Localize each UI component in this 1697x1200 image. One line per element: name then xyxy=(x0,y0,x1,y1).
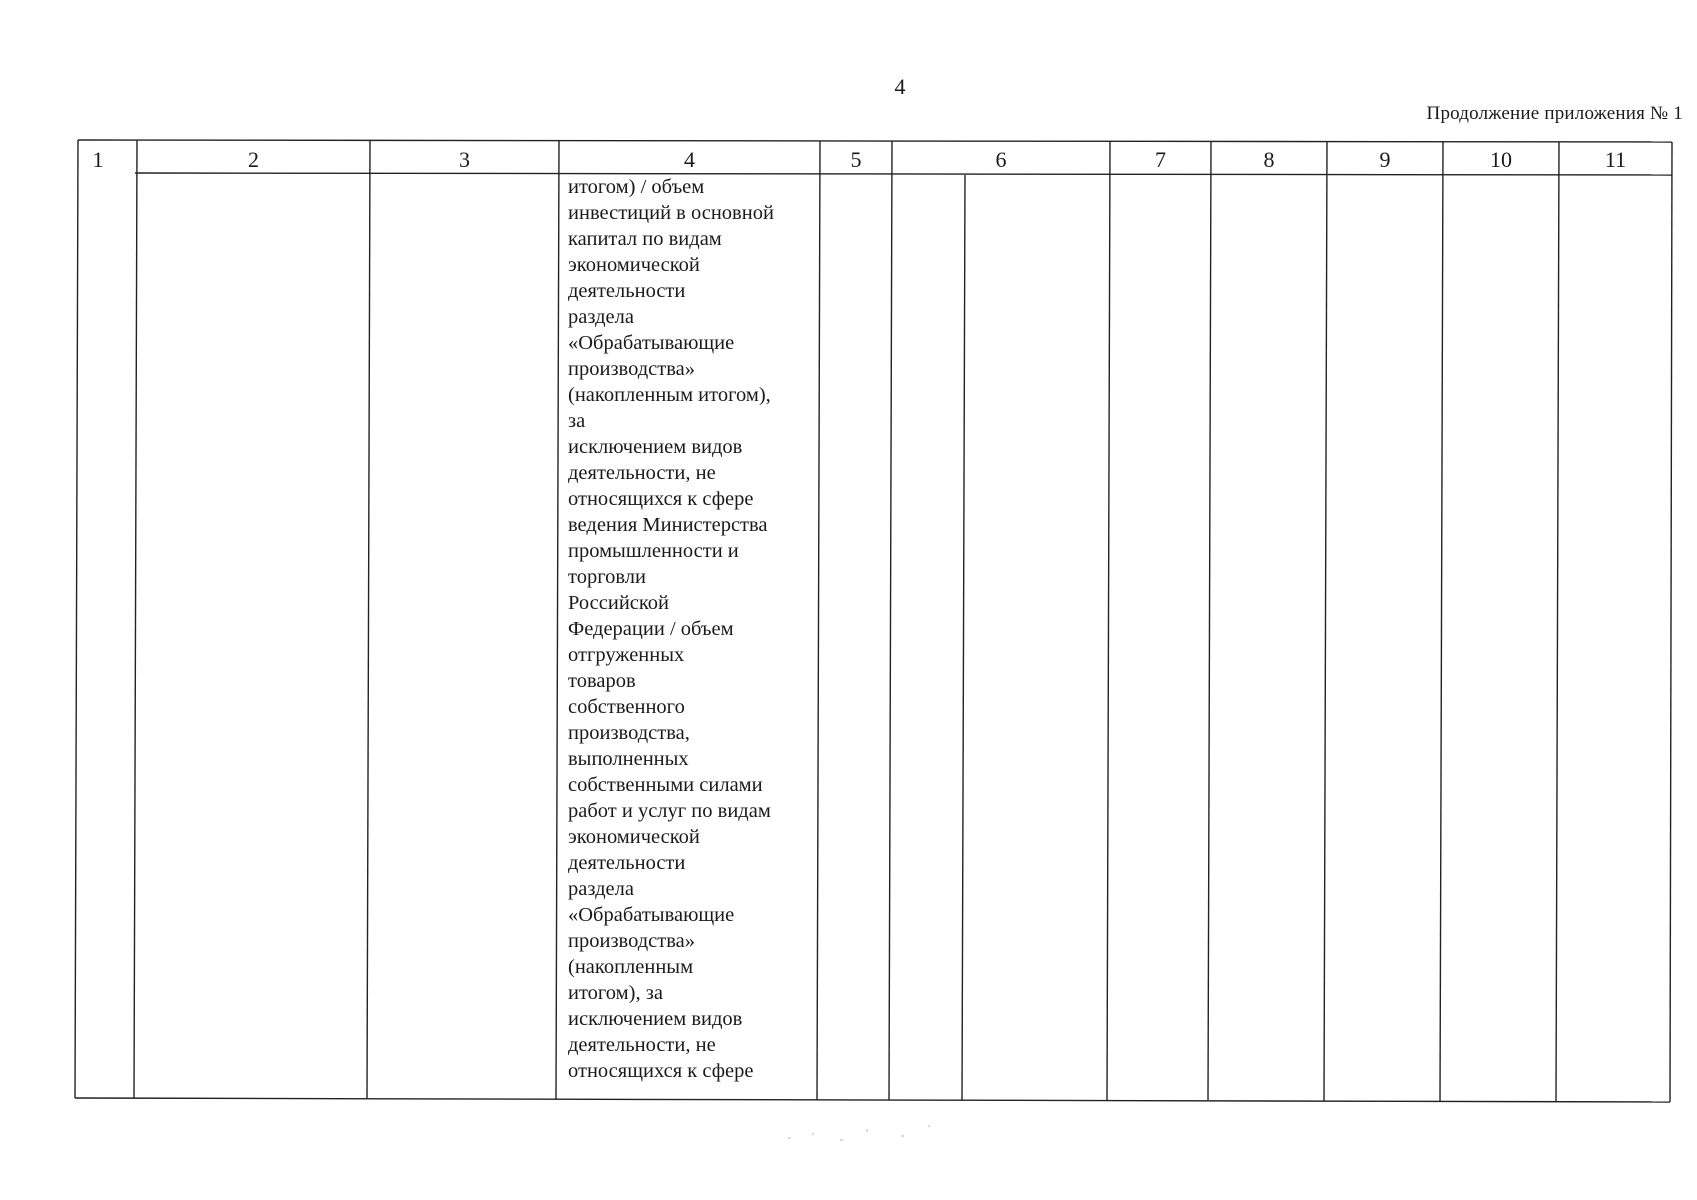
column-header-9: 9 xyxy=(1379,147,1391,172)
page-number: 4 xyxy=(894,74,906,99)
column-header-10: 10 xyxy=(1490,147,1512,172)
column-header-8: 8 xyxy=(1263,147,1275,172)
column-4-cell-text: итогом) / объем инвестиций в основной капитал по видам экономической деятельности раздела «Обрабатывающие производства» (накопленным итогом), за исключением видов деятельности, не относящихся к сфере ведения Министерства промышленности и торговли Российской Федерации / объем отгруженных товаров собственного производства, выполненных собственными силами работ и услуг по видам экономической деятельности раздела «Обрабатывающие производства» (накопленным итогом), за исключением видов деятельности, не относящихся к сфере xyxy=(568,176,774,1082)
column-header-6: 6 xyxy=(995,147,1007,172)
column-header-5: 5 xyxy=(850,147,862,172)
scan-speck xyxy=(928,1125,930,1127)
column-header-11: 11 xyxy=(1604,147,1627,172)
scan-speck xyxy=(840,1139,843,1141)
column-header-3: 3 xyxy=(459,147,470,172)
column-header-7: 7 xyxy=(1155,147,1166,172)
column-header-1: 1 xyxy=(92,147,104,172)
scan-speck xyxy=(866,1129,868,1132)
column-header-2: 2 xyxy=(248,147,259,172)
scan-speck xyxy=(788,1137,791,1139)
continuation-label: Продолжение приложения № 1 xyxy=(1426,103,1683,124)
column-header-4: 4 xyxy=(684,147,695,172)
scan-speck xyxy=(812,1133,814,1135)
scan-speck xyxy=(901,1135,904,1137)
